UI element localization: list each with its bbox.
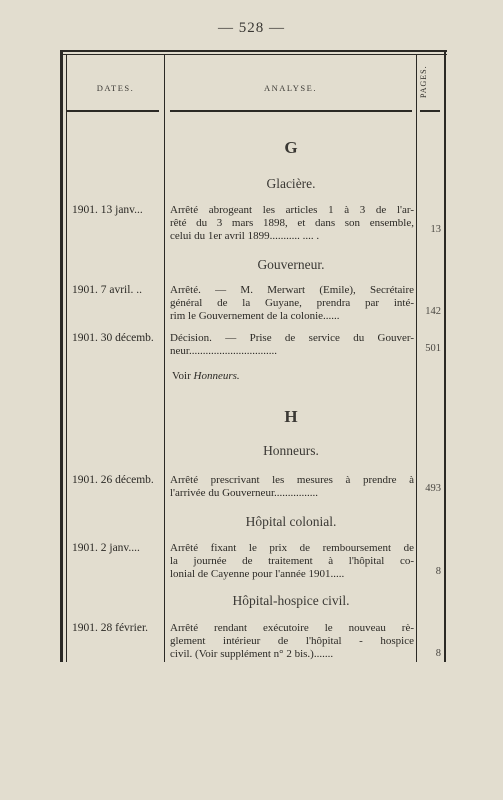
entry-page: 493 (425, 483, 441, 494)
entry-line: Arrêté prescrivant les mesures à prendre à (170, 474, 414, 486)
header-rule-pages (420, 110, 440, 112)
entry-date: 1901. 26 décemb. (72, 474, 154, 486)
table-top-rule-thin (60, 54, 447, 55)
section-letter: G (284, 138, 298, 157)
entry-line: Décision. — Prise de service du Gouver- (170, 332, 414, 344)
column-header-analyse: ANALYSE. (264, 83, 317, 93)
entry-page: 142 (425, 306, 441, 317)
entry-page: 8 (435, 566, 441, 577)
entry-line: lonial de Cayenne pour l'année 1901..... (170, 568, 345, 580)
entry-text (170, 622, 414, 661)
entry-date: 1901. 2 janv.... (72, 542, 140, 554)
entry-page: 13 (430, 224, 441, 235)
entry-date: 1901. 13 janv... (72, 204, 143, 216)
entry-line: la journée de traitement à l'hôpital co- (170, 555, 414, 567)
page-number: — 528 — (218, 20, 285, 36)
entry-line: celui du 1er avril 1899........... .... . (170, 230, 320, 242)
entry-line: rim le Gouvernement de la colonie...... (170, 310, 340, 322)
table-left-border-thin (66, 54, 67, 662)
entry-date: 1901. 30 décemb. (72, 332, 154, 344)
entry-text (170, 474, 414, 500)
entry-text (170, 284, 414, 323)
entry-text (170, 542, 414, 581)
entry-line: neur................................ (170, 345, 277, 357)
see-also-prefix: Voir (172, 370, 191, 382)
group-heading: Hôpital colonial. (245, 514, 337, 529)
entry-line: glement intérieur de l'hôpital - hospice (170, 635, 414, 647)
header-rule-dates (67, 110, 159, 112)
entry-page: 501 (425, 343, 441, 354)
column-header-dates: DATES. (96, 83, 135, 93)
entry-line: Arrêté abrogeant les articles 1 à 3 de l'ar- (170, 204, 414, 216)
entry-page: 8 (435, 648, 441, 659)
table-top-rule (60, 50, 447, 52)
entry-text (170, 204, 414, 243)
entry-line: rêté du 3 mars 1898, et dans son ensemble, (170, 217, 414, 229)
entry-line: civil. (Voir supplément n° 2 bis.)....... (170, 648, 334, 660)
entry-line: Arrêté fixant le prix de remboursement de (170, 542, 414, 554)
table-right-border (444, 50, 446, 662)
see-also-target: Honneurs. (193, 370, 240, 382)
entry-line: Arrêté. — M. Merwart (Emile), Secrétaire (170, 284, 414, 296)
header-rule-analyse (170, 110, 412, 112)
see-also (172, 370, 240, 382)
entry-text (170, 332, 414, 358)
group-heading: Gouverneur. (257, 257, 325, 272)
group-heading: Hôpital-hospice civil. (232, 593, 350, 608)
entry-date: 1901. 28 février. (72, 622, 149, 634)
column-header-pages: PAGES. (419, 65, 428, 99)
entry-line: Arrêté rendant exécutoire le nouveau rè- (170, 622, 414, 634)
entry-line: l'arrivée du Gouverneur................ (170, 487, 318, 499)
group-heading: Honneurs. (263, 443, 319, 458)
entry-date: 1901. 7 avril. .. (72, 284, 142, 296)
group-heading: Glacière. (266, 176, 316, 191)
table-left-border (60, 50, 63, 662)
section-letter: H (284, 407, 298, 426)
entry-line: général de la Guyane, prendra par inté- (170, 297, 414, 309)
